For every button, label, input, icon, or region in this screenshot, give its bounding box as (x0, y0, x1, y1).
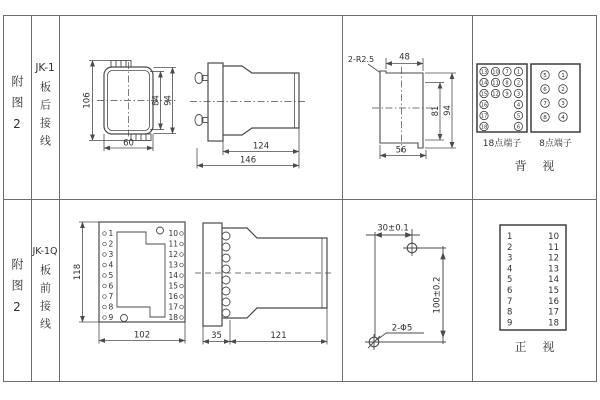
front-terminal-labels (109, 229, 179, 322)
dim-label-84: 84 (151, 95, 162, 106)
terminal-number: 16 (168, 292, 178, 302)
table-number: 11 (548, 242, 559, 253)
terminal-number: 15 (168, 281, 178, 291)
table-number: 7 (507, 296, 513, 307)
table-number: 4 (507, 264, 513, 275)
terminal-number: 7 (108, 292, 114, 302)
terminal-number: 12 (168, 250, 178, 260)
terminal-number: 5 (543, 73, 547, 79)
hole-label-leader (377, 333, 424, 340)
jk1q-side-view-drawing (195, 223, 335, 345)
terminal-screw-bottom (195, 115, 208, 126)
bottom-terminal-block (131, 134, 151, 141)
table-number: 6 (507, 286, 513, 296)
dim-label-118: 118 (73, 263, 83, 281)
terminal-number: 8 (108, 302, 114, 312)
terminal-number: 8 (543, 115, 547, 121)
table-number: 12 (548, 253, 559, 264)
terminal-number: 18 (480, 124, 488, 131)
model-cell-row1 (31, 15, 59, 199)
table-number: 17 (548, 307, 559, 318)
table-number: 16 (548, 296, 559, 307)
front-view-caption: 正 视 (514, 340, 555, 354)
drill-hole-top (403, 240, 446, 256)
relay-body (223, 66, 299, 135)
model-name: JK-1Q (32, 245, 58, 257)
table-numbers (507, 232, 559, 328)
terminal-number: 6 (108, 281, 114, 291)
dim-label-94: 94 (163, 95, 174, 106)
terminal-number: 2 (516, 80, 521, 87)
table-number: 10 (548, 232, 559, 242)
terminal-number: 5 (516, 113, 521, 120)
wiring-type-label: 板前接线 (38, 263, 52, 336)
jk1-side-view-drawing (190, 63, 305, 169)
terminal-number: 6 (543, 87, 547, 93)
terminal-number: 12 (492, 91, 499, 98)
terminal-number: 3 (516, 91, 521, 98)
table-number: 13 (548, 264, 559, 275)
terminal-numbers-8 (543, 73, 565, 121)
dim-label-146: 146 (239, 155, 257, 166)
dim-label-30: 30±0.1 (377, 223, 409, 234)
dim-label-94-cutout: 94 (443, 105, 453, 116)
terminal-number: 8 (505, 80, 509, 87)
radius-leader (368, 64, 380, 73)
back-view-caption: 背 视 (514, 159, 555, 173)
terminal-number: 7 (543, 101, 547, 107)
terminal-number: 2 (561, 87, 565, 93)
terminal-number: 4 (516, 102, 521, 109)
terminal-number: 6 (516, 124, 521, 131)
dim-label-100: 100±0.2 (432, 276, 443, 314)
mounting-hole-bottom (121, 315, 128, 322)
table-number: 1 (507, 232, 513, 242)
terminal-number: 3 (108, 250, 114, 260)
table-number: 18 (548, 318, 559, 329)
terminal-number: 1 (516, 69, 521, 76)
terminal-number: 1 (561, 73, 565, 79)
terminal-number: 17 (168, 302, 178, 312)
figure-label-row2 (3, 199, 31, 382)
terminal-number: 16 (480, 102, 488, 109)
terminal-number: 15 (480, 91, 488, 98)
terminal-number: 13 (168, 260, 178, 270)
terminal-number: 7 (505, 69, 509, 76)
dim-label-124: 124 (252, 141, 270, 152)
table-number: 9 (507, 318, 513, 329)
figure-label-row1 (3, 15, 31, 199)
terminal-number: 11 (492, 80, 499, 87)
terminal-number: 9 (108, 313, 114, 323)
figure-label-text: 附图2 (10, 258, 24, 323)
inner-plate-shape (117, 232, 165, 317)
model-name: JK-1 (35, 61, 55, 74)
terminal-number: 5 (108, 271, 114, 281)
terminal-number: 4 (561, 115, 565, 121)
top-terminal-block (111, 61, 131, 68)
terminal-number: 11 (168, 239, 178, 249)
terminal-number: 9 (505, 91, 509, 98)
terminal-screw-top (195, 73, 208, 84)
radius-label: 2-R2.5 (347, 55, 375, 64)
terminal-number: 13 (480, 69, 488, 76)
terminal-number: 10 (492, 69, 499, 76)
figure-label-text: 附图2 (10, 74, 24, 140)
model-cell-row2 (31, 199, 59, 382)
terminal-18pt-caption: 18点端子 (482, 139, 522, 149)
wiring-type-label: 板后接线 (38, 80, 52, 153)
terminal-number: 10 (168, 229, 178, 239)
terminal-number: 17 (480, 113, 488, 120)
drill-hole-bottom (365, 334, 446, 350)
terminal-circles-18 (480, 67, 523, 130)
table-number: 8 (507, 307, 513, 318)
terminal-8pt-caption: 8点端子 (539, 139, 572, 149)
hole-label: 2-Φ5 (391, 323, 413, 334)
terminal-block-8pt (531, 64, 580, 132)
dim-label-35: 35 (211, 331, 222, 341)
table-number: 14 (548, 275, 559, 286)
table-number: 5 (507, 275, 513, 286)
dim-label-102: 102 (133, 330, 151, 341)
dim-label-60: 60 (123, 138, 134, 149)
terminal-number: 3 (561, 101, 565, 107)
dim-label-56: 56 (395, 145, 407, 156)
terminal-number: 1 (108, 229, 114, 239)
terminal-number: 18 (168, 313, 178, 323)
table-number: 3 (507, 253, 513, 264)
terminal-number: 4 (108, 260, 114, 270)
table-number: 2 (507, 242, 513, 253)
terminal-number: 14 (480, 80, 488, 87)
terminal-number: 14 (168, 271, 178, 281)
dim-label-106: 106 (82, 92, 93, 109)
dim-label-121: 121 (270, 331, 287, 341)
terminal-number: 2 (108, 239, 114, 249)
terminal-screws-column (222, 232, 230, 317)
front-panel-plate (203, 223, 222, 326)
dim-label-48: 48 (399, 52, 410, 63)
mounting-flange (208, 63, 223, 141)
terminal-numbers-18 (481, 69, 521, 130)
table-number: 15 (548, 286, 559, 296)
dim-label-81: 81 (431, 105, 441, 117)
mounting-hole-top (157, 227, 164, 234)
